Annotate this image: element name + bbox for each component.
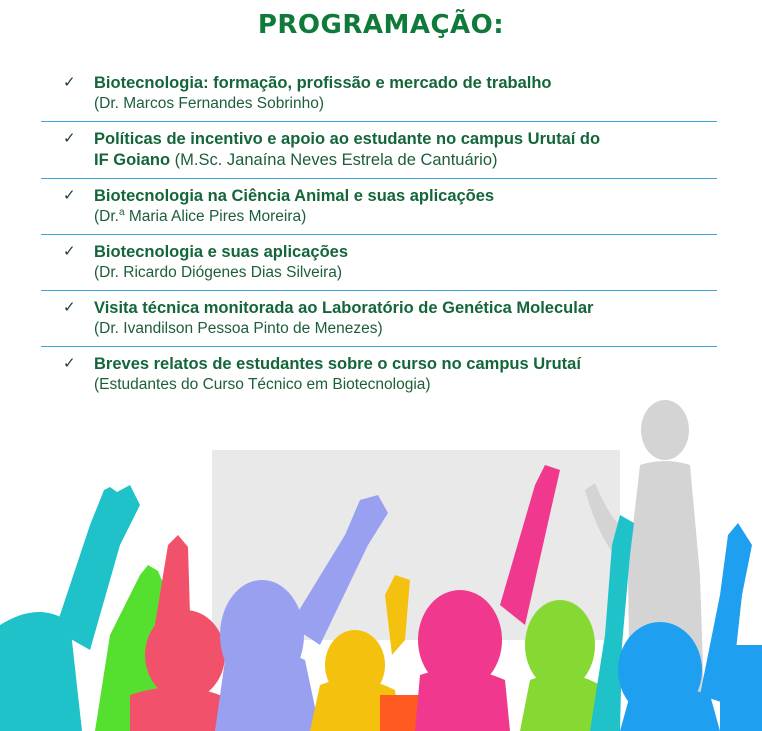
students-raising-hands-illustration <box>0 395 762 731</box>
list-item <box>41 347 717 402</box>
item-speaker: (Dr. Ricardo Diógenes Dias Silveira) <box>94 264 343 281</box>
superscript: a <box>118 206 125 218</box>
check-icon: ✓ <box>63 298 76 316</box>
list-item <box>41 66 717 122</box>
item-title: Visita técnica monitorada ao Laboratório de Genética Molecular <box>94 299 594 317</box>
item-title: Biotecnologia: formação, profissão e mercado de trabalho <box>94 74 552 92</box>
schedule-list <box>41 66 717 402</box>
item-title-cont <box>94 150 717 171</box>
item-title: Breves relatos de estudantes sobre o curso no campus Urutaí <box>94 355 581 373</box>
check-icon: ✓ <box>63 354 76 372</box>
item-title: Biotecnologia na Ciência Animal e suas aplicações <box>94 187 495 205</box>
list-item <box>41 235 717 291</box>
speaker-prefix: (Dr. <box>94 208 119 225</box>
list-item <box>41 179 717 235</box>
check-icon: ✓ <box>63 186 76 204</box>
item-title-bold: IF Goiano <box>94 151 171 169</box>
item-speaker: (Dr. Marcos Fernandes Sobrinho) <box>94 95 325 112</box>
item-title: Políticas de incentivo e apoio ao estudante no campus Urutaí do <box>94 130 601 148</box>
list-item <box>41 122 717 179</box>
student-silhouette-lime <box>520 600 600 731</box>
check-icon: ✓ <box>63 242 76 260</box>
check-icon: ✓ <box>63 73 76 91</box>
page-title: PROGRAMAÇÃO: <box>257 10 505 40</box>
item-speaker: (Estudantes do Curso Técnico em Biotecnologia) <box>94 376 431 393</box>
item-speaker <box>94 207 717 227</box>
list-item <box>41 291 717 347</box>
speaker-name: Maria Alice Pires Moreira) <box>124 208 307 225</box>
check-icon: ✓ <box>63 129 76 147</box>
item-speaker: (M.Sc. Janaína Neves Estrela de Cantuário) <box>170 151 498 169</box>
item-title: Biotecnologia e suas aplicações <box>94 243 349 261</box>
student-silhouette-orange <box>380 695 420 731</box>
item-speaker: (Dr. Ivandilson Pessoa Pinto de Menezes) <box>94 320 383 337</box>
